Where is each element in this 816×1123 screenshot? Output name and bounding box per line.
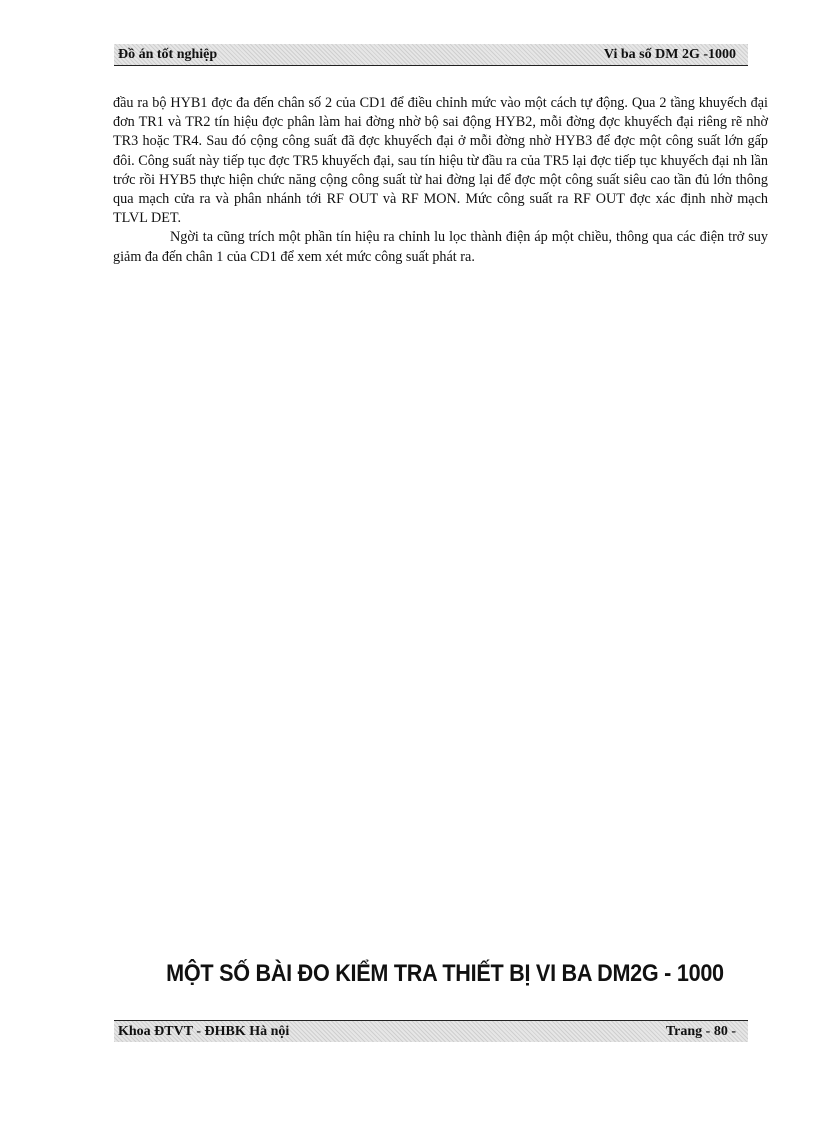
page-footer bbox=[114, 1020, 748, 1042]
page-header bbox=[114, 44, 748, 66]
header-topic-title: Vi ba số DM 2G -1000 bbox=[603, 46, 736, 62]
footer-page-number: Trang - 80 - bbox=[665, 1023, 736, 1039]
paragraph: Ngời ta cũng trích một phần tín hiệu ra chỉnh lu lọc thành điện áp một chiều, thông qua các điện trở suy giảm đa đến chân 1 của CD1 để xem xét mức công suất phát ra. bbox=[113, 229, 768, 265]
footer-department: Khoa ĐTVT - ĐHBK Hà nội bbox=[118, 1023, 290, 1039]
header-document-title: Đồ án tốt nghiệp bbox=[118, 46, 218, 62]
section-heading: MỘT SỐ BÀI ĐO KIỂM TRA THIẾT BỊ VI BA DM2G - 1000 bbox=[166, 960, 724, 987]
body-text bbox=[113, 94, 768, 267]
paragraph: đầu ra bộ HYB1 đợc đa đến chân số 2 của CD1 để điều chỉnh mức vào một cách tự động. Qua 2 tầng khuyếch đại đơn TR1 và TR2 tín hiệu đợc phân làm hai đờng nhờ bộ sai động HYB2, mỗi đờng đợc khuyếch đại riêng rẽ nhờ TR3 hoặc TR4. Sau đó cộng công suất đã đợc khuyếch đại ở mỗi đờng nhờ HYB3 để đợc một công suất lớn gấp đôi. Công suất này tiếp tục đợc TR5 khuyếch đại, sau tín hiệu từ đầu ra của TR5 lại đợc tiếp tục khuyếch đại nh lần trớc rồi HYB5 thực hiện chức năng cộng công suất từ hai đờng lại để đợc một công suất siêu cao tần đủ lớn thông qua mạch cửa ra và phân nhánh tới RF OUT và RF MON. Mức công suất ra RF OUT đợc xác định nhờ mạch TLVL DET. bbox=[113, 95, 768, 227]
